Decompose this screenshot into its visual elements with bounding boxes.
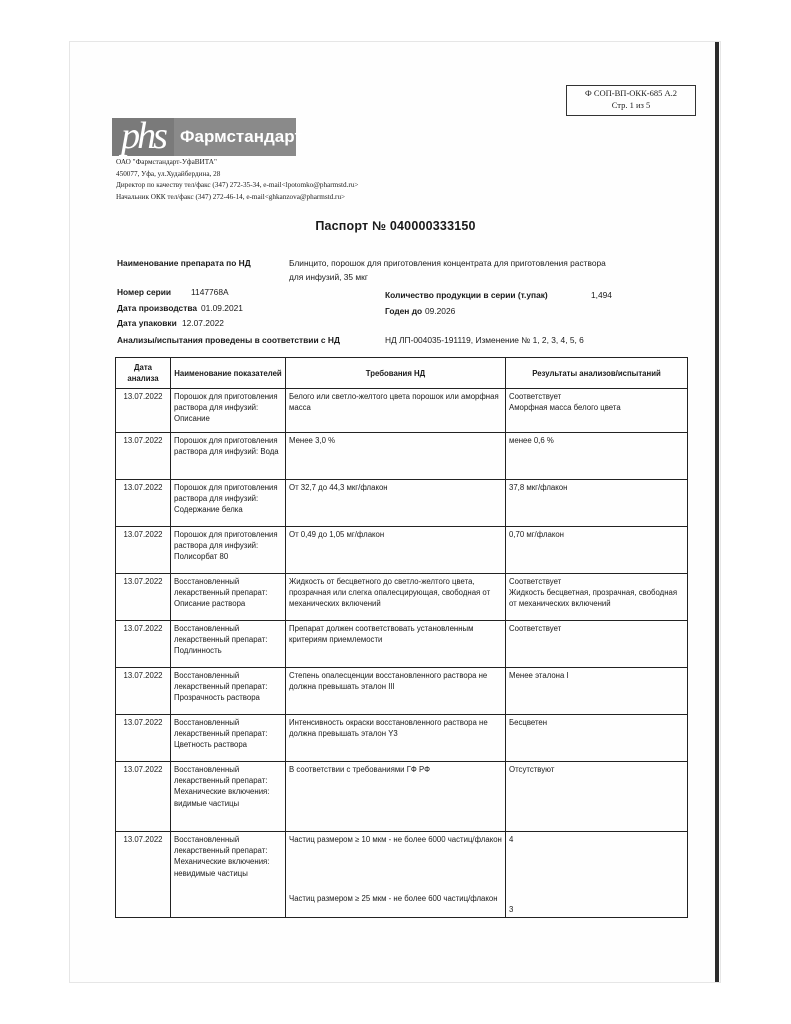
cell-results: Менее эталона I [506,668,688,715]
product-label: Наименование препарата по НД [117,258,251,268]
result-25um: 3 [509,905,514,915]
cell-indicator: Порошок для приготовления раствора для инфузий: Полисорбат 80 [171,527,286,574]
cell-results: 0,70 мг/флакон [506,527,688,574]
cell-requirements: От 32,7 до 44,3 мкг/флакон [286,480,506,527]
cell-requirements: От 0,49 до 1,05 мг/флакон [286,527,506,574]
page-edge-shadow [715,42,719,982]
quantity-value: 1,494 [591,290,612,300]
table-row [116,574,688,621]
cell-results: Соответствует [506,621,688,668]
cell-indicator: Восстановленный лекарственный препарат: Прозрачность раствора [171,668,286,715]
cell-date: 13.07.2022 [116,621,171,668]
table-row [116,527,688,574]
quality-director-contact: Директор по качеству тел/факс (347) 272-35-34, e-mail<lpotomko@pharmstd.ru> [116,181,359,189]
cell-results: Бесцветен [506,715,688,762]
packing-date-label: Дата упаковки [117,318,177,328]
table-row-last [116,832,688,918]
cell-results: менее 0,6 % [506,433,688,480]
form-code: Ф СОП-ВП-ОКК-685 А.2 [585,88,677,98]
cell-indicator: Восстановленный лекарственный препарат: Механические включения: видимые частицы [171,762,286,832]
cell-indicator: Порошок для приготовления раствора для инфузий: Описание [171,389,286,433]
table-header-row [116,358,688,389]
cell-date: 13.07.2022 [116,762,171,832]
cell-indicator: Восстановленный лекарственный препарат: Подлинность [171,621,286,668]
cell-indicator: Порошок для приготовления раствора для инфузий: Содержание белка [171,480,286,527]
header-requirements: Требования НД [286,358,506,389]
cell-requirements: Менее 3,0 % [286,433,506,480]
cell-requirements [286,832,506,918]
company-name: ОАО "Фармстандарт-УфаВИТА" [116,158,217,166]
passport-title: Паспорт № 040000333150 [315,219,476,233]
cell-results: Соответствует Жидкость бесцветная, прозрачная, свободная от механических включений [506,574,688,621]
quantity-label: Количество продукции в серии (т.упак) [385,290,548,300]
cell-requirements: В соответствии с требованиями ГФ РФ [286,762,506,832]
cell-date: 13.07.2022 [116,480,171,527]
requirement-25um: Частиц размером ≥ 25 мкм - не более 600 частиц/флакон [289,894,498,904]
results-table [115,357,688,918]
company-logo [112,115,303,157]
cell-requirements: Жидкость от бесцветного до светло-желтого цвета, прозрачная или слегка опалесцирующая, свободная от механических включений [286,574,506,621]
cell-results: 37,8 мкг/флакон [506,480,688,527]
analysis-standard-value: НД ЛП-004035-191119, Изменение № 1, 2, 3, 4, 5, 6 [385,335,584,345]
product-value-line2: для инфузий, 35 мкг [289,272,368,282]
cell-requirements: Препарат должен соответствовать установленным критериям приемлемости [286,621,506,668]
cell-indicator: Восстановленный лекарственный препарат: Механические включения: невидимые частицы [171,832,286,918]
result-10um: 4 [509,835,514,844]
series-label: Номер серии [117,287,172,297]
table-row [116,762,688,832]
cell-results [506,832,688,918]
cell-requirements: Интенсивность окраски восстановленного раствора не должна превышать эталон Y3 [286,715,506,762]
cell-date: 13.07.2022 [116,715,171,762]
cell-indicator: Восстановленный лекарственный препарат: Цветность раствора [171,715,286,762]
series-value: 1147768А [191,287,229,297]
requirement-10um: Частиц размером ≥ 10 мкм - не более 6000 частиц/флакон [289,835,502,844]
expiry-value: 09.2026 [425,306,456,316]
product-value-line1: Блинцито, порошок для приготовления концентрата для приготовления раствора [289,258,606,268]
header-date: Дата анализа [116,358,171,389]
logo-mark: phs [112,118,174,156]
cell-indicator: Порошок для приготовления раствора для инфузий: Вода [171,433,286,480]
table-row [116,668,688,715]
table-row [116,621,688,668]
header-indicator: Наименование показателей [171,358,286,389]
cell-requirements: Степень опалесценции восстановленного раствора не должна превышать эталон III [286,668,506,715]
cell-date: 13.07.2022 [116,389,171,433]
cell-date: 13.07.2022 [116,574,171,621]
page-number: Стр. 1 из 5 [611,100,651,110]
table-row [116,480,688,527]
cell-results: Соответствует Аморфная масса белого цвета [506,389,688,433]
table-row [116,389,688,433]
company-address: 450077, Уфа, ул.Худайбердина, 28 [116,169,221,178]
analysis-standard-label: Анализы/испытания проведены в соответствии с НД [117,335,340,345]
cell-indicator: Восстановленный лекарственный препарат: Описание раствора [171,574,286,621]
table-row [116,433,688,480]
okk-head-contact: Начальник ОКК тел/факс (347) 272-46-14, e-mail<ghkanzova@pharmstd.ru> [116,192,346,201]
expiry-label: Годен до [385,306,423,316]
cell-date: 13.07.2022 [116,668,171,715]
header-results: Результаты анализов/испытаний [506,358,688,389]
table-row [116,715,688,762]
cell-results: Отсутствуют [506,762,688,832]
cell-date: 13.07.2022 [116,433,171,480]
cell-date: 13.07.2022 [116,832,171,918]
table-body [116,389,688,918]
cell-date: 13.07.2022 [116,527,171,574]
production-date-label: Дата производства [117,303,198,313]
company-info [116,157,358,203]
logo-name: Фармстандарт [174,118,296,156]
production-date-value: 01.09.2021 [201,303,243,313]
cell-requirements: Белого или светло-желтого цвета порошок или аморфная масса [286,389,506,433]
form-code-box [566,85,696,116]
packing-date-value: 12.07.2022 [182,318,224,328]
